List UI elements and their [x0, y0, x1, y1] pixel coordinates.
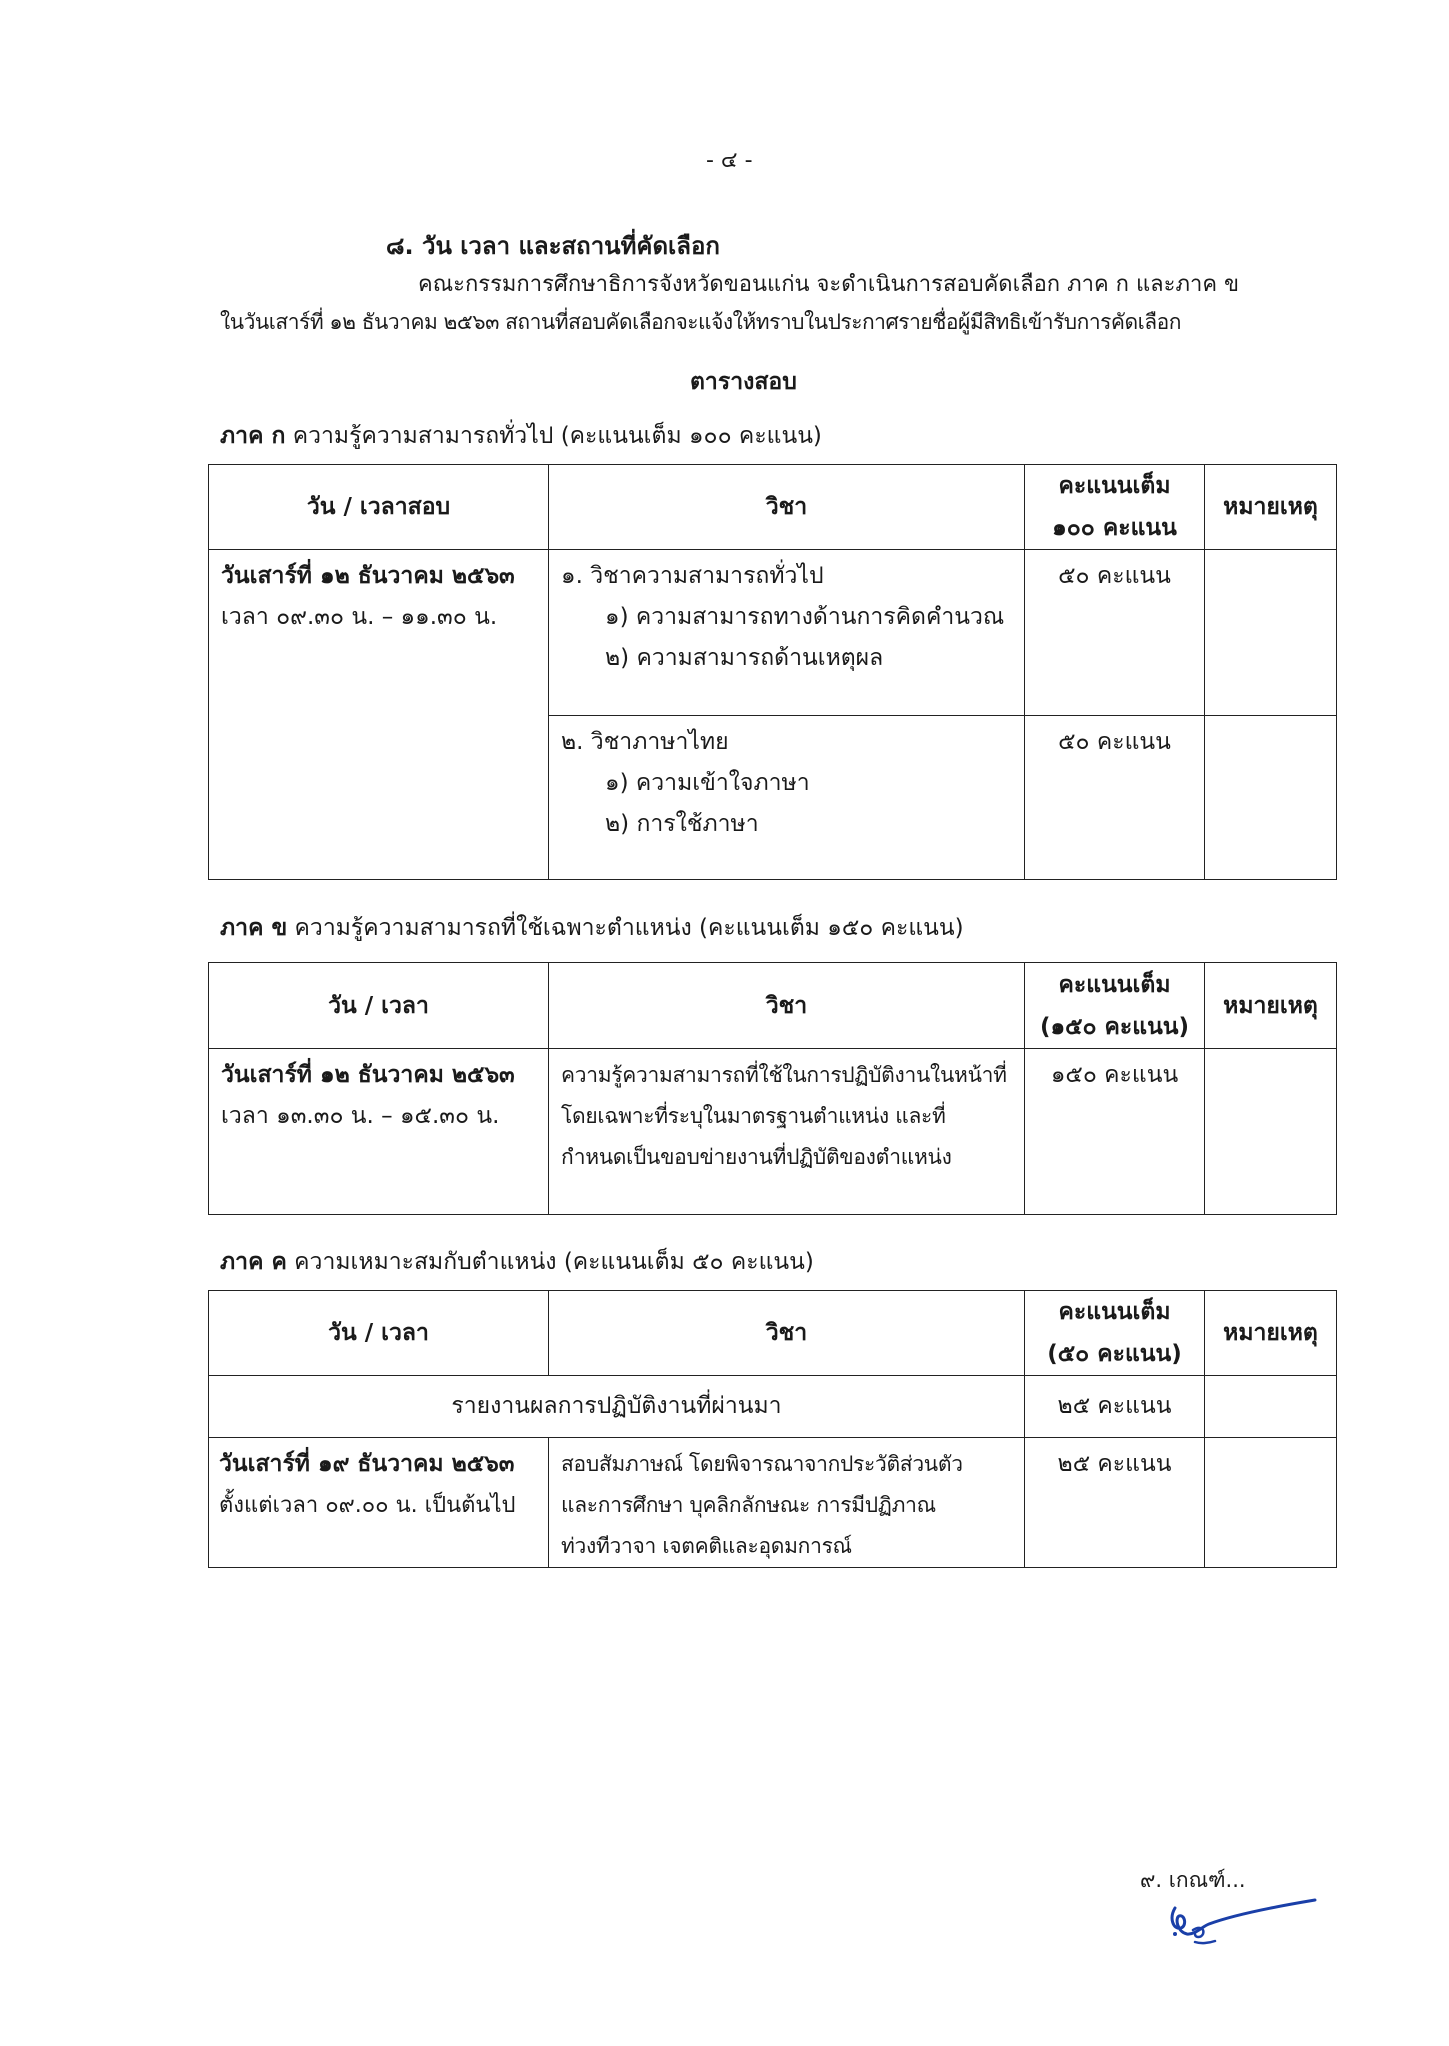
part-a-desc: ความรู้ความสามารถทั่วไป (คะแนนเต็ม ๑๐๐ คะแนน): [292, 423, 822, 449]
part-b-time: เวลา ๑๓.๓๐ น. – ๑๕.๓๐ น.: [221, 1103, 500, 1129]
part-b-header-score-line2: (๑๕๐ คะแนน): [1039, 1013, 1190, 1040]
page-number: - ๔ -: [706, 148, 753, 173]
part-c-report-remark: [1205, 1376, 1337, 1438]
part-a-subject-2-score: ๕๐ คะแนน: [1025, 716, 1205, 880]
part-c-table: [208, 1290, 1337, 1568]
section-paragraph-line1: คณะกรรมการศึกษาธิการจังหวัดขอนแก่น จะดำเนินการสอบคัดเลือก ภาค ก และภาค ข: [418, 272, 1240, 297]
part-a-date-cell: [209, 550, 549, 880]
part-b-label: ภาค ข: [220, 915, 288, 941]
part-a-subject-2-item-2: ๒) การใช้ภาษา: [605, 811, 759, 837]
part-b-subject-line1: ความรู้ความสามารถที่ใช้ในการปฏิบัติงานในหน้าที่: [561, 1063, 1007, 1087]
part-a-subject-2-item-1: ๑) ความเข้าใจภาษา: [605, 770, 810, 796]
part-c-subject: [549, 1438, 1025, 1568]
part-c-header-date: วัน / เวลา: [209, 1291, 549, 1376]
part-c-date-cell: [209, 1438, 549, 1568]
part-a-subject-1-item-2: ๒) ความสามารถด้านเหตุผล: [605, 645, 884, 671]
part-b-table: [208, 962, 1337, 1215]
part-a-time: เวลา ๐๙.๓๐ น. – ๑๑.๓๐ น.: [221, 604, 498, 630]
part-b-score: ๑๕๐ คะแนน: [1025, 1049, 1205, 1215]
part-c-report-score: ๒๕ คะแนน: [1025, 1376, 1205, 1438]
part-b-remark: [1205, 1049, 1337, 1215]
part-c-caption: [220, 1244, 814, 1280]
part-c-desc: ความเหมาะสมกับตำแหน่ง (คะแนนเต็ม ๕๐ คะแนน): [294, 1249, 814, 1275]
part-a-subject-1-item-1: ๑) ความสามารถทางด้านการคิดคำนวณ: [605, 604, 1005, 630]
part-c-remark: [1205, 1438, 1337, 1568]
part-b-header-score: [1025, 963, 1205, 1049]
part-a-header-remark: หมายเหตุ: [1205, 465, 1337, 550]
part-b-header-remark: หมายเหตุ: [1205, 963, 1337, 1049]
part-a-subject-2-title: ๒. วิชาภาษาไทย: [561, 729, 729, 755]
part-a-header-subject: วิชา: [549, 465, 1025, 550]
part-c-header-score-line1: คะแนนเต็ม: [1058, 1299, 1171, 1325]
part-a-subject-1-score: ๕๐ คะแนน: [1025, 550, 1205, 716]
part-b-caption: [220, 910, 964, 946]
part-b-date: วันเสาร์ที่ ๑๒ ธันวาคม ๒๕๖๓: [221, 1062, 515, 1088]
part-a-header-score-line2: ๑๐๐ คะแนน: [1052, 515, 1177, 541]
schedule-title: ตารางสอบ: [690, 369, 797, 395]
part-c-header-remark: หมายเหตุ: [1205, 1291, 1337, 1376]
part-a-subject-2-remark: [1205, 716, 1337, 880]
part-a-header-date: วัน / เวลาสอบ: [209, 465, 549, 550]
part-a-subject-1-title: ๑. วิชาความสามารถทั่วไป: [561, 563, 824, 589]
part-a-caption: [220, 418, 822, 454]
part-a-header-score-line1: คะแนนเต็ม: [1058, 473, 1171, 499]
section-heading: ๘. วัน เวลา และสถานที่คัดเลือก: [386, 232, 720, 260]
part-b-header-date: วัน / เวลา: [209, 963, 549, 1049]
part-a-header-score: [1025, 465, 1205, 550]
part-b-header-subject: วิชา: [549, 963, 1025, 1049]
part-c-header-score-line2: (๕๐ คะแนน): [1047, 1341, 1182, 1367]
part-c-report-row: รายงานผลการปฏิบัติงานที่ผ่านมา: [209, 1376, 1025, 1438]
part-a-label: ภาค ก: [220, 423, 286, 449]
section-paragraph-line2: ในวันเสาร์ที่ ๑๒ ธันวาคม ๒๕๖๓ สถานที่สอบคัดเลือกจะแจ้งให้ทราบในประกาศรายชื่อผู้มีสิทธิเข้ารับการคัดเลือก: [220, 310, 1181, 334]
part-a-subject-1: [549, 550, 1025, 716]
part-c-label: ภาค ค: [220, 1249, 287, 1275]
part-b-desc: ความรู้ความสามารถที่ใช้เฉพาะตำแหน่ง (คะแนนเต็ม ๑๕๐ คะแนน): [294, 915, 964, 941]
part-c-header-score: [1025, 1291, 1205, 1376]
part-c-subject-line2: และการศึกษา บุคลิกลักษณะ การมีปฏิภาณ: [561, 1493, 936, 1517]
part-c-score: ๒๕ คะแนน: [1025, 1438, 1205, 1568]
part-c-header-subject: วิชา: [549, 1291, 1025, 1376]
part-b-subject: [549, 1049, 1025, 1215]
part-a-table: [208, 464, 1337, 880]
part-b-subject-line2: โดยเฉพาะที่ระบุในมาตรฐานตำแหน่ง และที่: [561, 1104, 946, 1128]
part-c-date: วันเสาร์ที่ ๑๙ ธันวาคม ๒๕๖๓: [219, 1451, 515, 1477]
part-c-time: ตั้งแต่เวลา ๐๙.๐๐ น. เป็นต้นไป: [219, 1493, 516, 1518]
part-b-header-score-line1: คะแนนเต็ม: [1058, 971, 1171, 998]
signature-image: [1165, 1888, 1325, 1948]
part-a-subject-2: [549, 716, 1025, 880]
part-a-date: วันเสาร์ที่ ๑๒ ธันวาคม ๒๕๖๓: [221, 563, 515, 589]
part-b-subject-line3: กำหนดเป็นขอบข่ายงานที่ปฏิบัติของตำแหน่ง: [561, 1145, 952, 1169]
part-c-subject-line3: ท่วงทีวาจา เจตคติและอุดมการณ์: [561, 1534, 852, 1558]
continued-note: ๙. เกณฑ์...: [1140, 1868, 1246, 1892]
part-c-subject-line1: สอบสัมภาษณ์ โดยพิจารณาจากประวัติส่วนตัว: [561, 1452, 963, 1476]
part-b-date-cell: [209, 1049, 549, 1215]
part-a-subject-1-remark: [1205, 550, 1337, 716]
